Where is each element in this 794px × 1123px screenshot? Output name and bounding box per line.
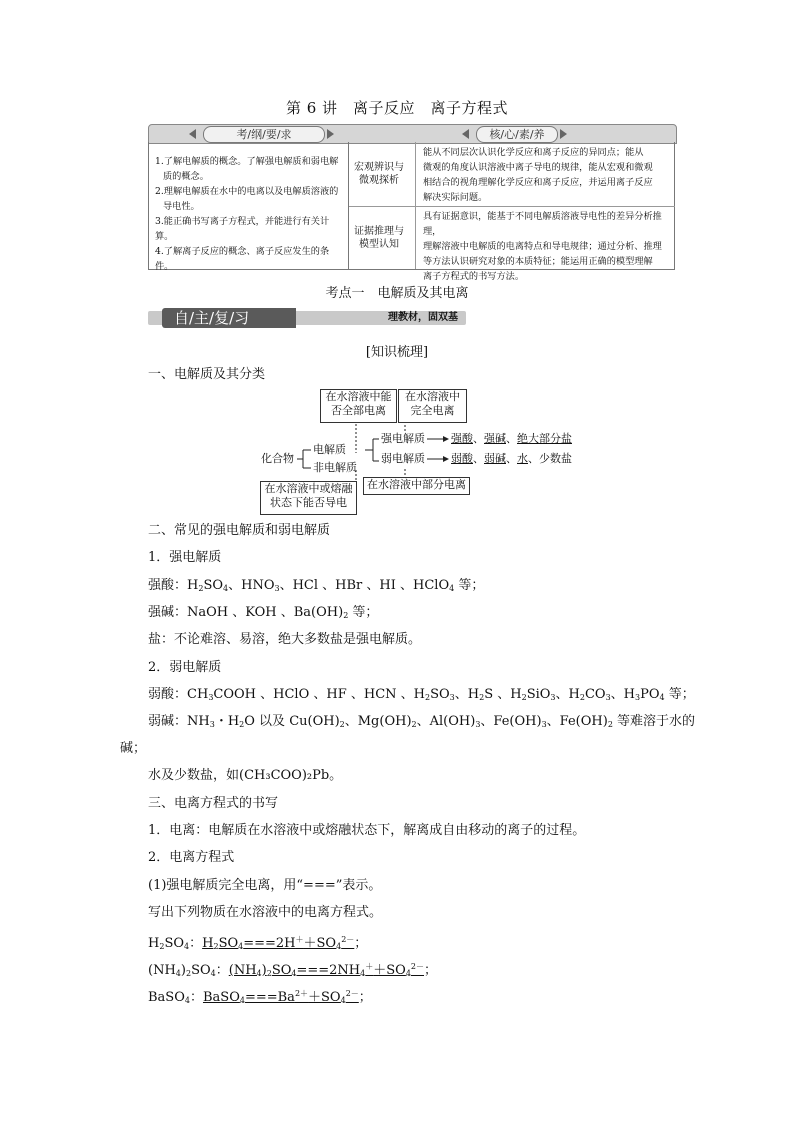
electrolyte-label: 电解质 bbox=[313, 443, 346, 456]
requirement-line: 3.能正确书写离子方程式，并能进行有关计算。 bbox=[155, 216, 330, 242]
literacy-description: 能从不同层次认识化学反应和离子反应的异同点；能从 微观的角度认识溶液中离子导电的规律，能从宏观和微观 相结合的视角理解化学反应和离子反应，并运用离子反应 解决实际问题。 bbox=[423, 147, 653, 203]
water-line: 水及少数盐，如(CH₃COO)₂Pb。 bbox=[148, 768, 343, 783]
section-bar-subtitle: 理教材，固双基 bbox=[388, 312, 458, 323]
tab-literacy: 核/心/素/养 bbox=[476, 126, 558, 143]
requirement-line: 2.理解电解质在水中的电离以及电解质溶液的 bbox=[155, 186, 339, 197]
ionization-definition: 1．电离：电解质在水溶液中或熔融状态下，解离成自由移动的离子的过程。 bbox=[148, 823, 586, 838]
weak-acids: 弱酸：$CH_3COOH$ 、HClO 、HF 、HCN 、$H_2SO_3$、$H_2S$ 、$H_2SiO_3$、$H_2CO_3$、$H_3PO_4$ 等； bbox=[148, 687, 695, 702]
divider bbox=[349, 206, 675, 207]
heading: 一、电解质及其分类 bbox=[148, 367, 266, 382]
strong-bases: 强碱：NaOH 、KOH 、$Ba(OH)_2$ 等； bbox=[148, 605, 379, 620]
weak-bases: 弱碱：$NH_3$・$H_2O$ 以及 $Cu(OH)_2$、$Mg(OH)_2$、$Al(OH)_3$、$Fe(OH)_3$、$Fe(OH)_2$ 等难溶于水的 bbox=[148, 714, 696, 729]
subheading: 1．强电解质 bbox=[148, 550, 222, 565]
box-conductivity: 在水溶液中或熔融 状态下能否导电 bbox=[260, 481, 357, 515]
heading: 二、常见的强电解质和弱电解质 bbox=[148, 523, 331, 538]
subheading: 2．电离方程式 bbox=[148, 850, 235, 865]
tab-requirements: 考/纲/要/求 bbox=[203, 126, 325, 143]
strong-acids: 强酸：$H_2SO_4$、$HNO_3$、HCl 、HBr 、HI 、HClO$_4$ 等； bbox=[148, 578, 485, 593]
arrow-left-icon bbox=[462, 129, 469, 139]
heading: 三、电离方程式的书写 bbox=[148, 796, 279, 811]
salt-line: 盐：不论难溶、易溶，绝大多数盐是强电解质。 bbox=[148, 632, 422, 647]
nonelectrolyte-label: 非电解质 bbox=[313, 461, 357, 474]
subsection-heading: [知识梳理] bbox=[365, 345, 429, 360]
literacy-label: 宏观辨识与 微观探析 bbox=[354, 162, 404, 186]
equation-h2so4: $H_2SO_4$：$H_2SO_4===2H^++SO_4^{2-}$； bbox=[148, 935, 368, 951]
weak-bases-tail: 碱； bbox=[120, 741, 147, 756]
write-task: 写出下列物质在水溶液中的电离方程式。 bbox=[148, 905, 383, 920]
arrow-right-icon bbox=[327, 129, 334, 139]
section-bar bbox=[148, 308, 466, 328]
requirement-line: 4.了解离子反应的概念、离子反应发生的条件。 bbox=[155, 246, 330, 272]
page-title: 第 6 讲 离子反应 离子方程式 bbox=[285, 99, 509, 117]
requirements-list bbox=[149, 142, 349, 272]
requirements-header-bar bbox=[148, 124, 677, 144]
requirement-line: 质的概念。 bbox=[163, 171, 209, 182]
weak-label: 弱电解质 bbox=[381, 452, 425, 465]
literacy-label: 证据推理与 模型认知 bbox=[354, 226, 404, 250]
strong-examples: 强酸、强碱、绝大部分盐 bbox=[451, 432, 572, 445]
weak-examples: 弱酸、弱碱、水、少数盐 bbox=[451, 452, 572, 465]
compound-label: 化合物 bbox=[261, 452, 294, 465]
box-partial-ionization: 在水溶液中部分电离 bbox=[363, 477, 470, 495]
requirements-table bbox=[148, 142, 675, 282]
literacy-description: 具有证据意识，能基于不同电解质溶液导电性的差异分析推理， 理解溶液中电解质的电离特点和导电规律；通过分析、推理 等方法认识研究对象的本质特征；能运用正确的模型理解 离子方程式的书写方法。 bbox=[423, 211, 662, 282]
equation-nh42so4: $(NH_4)_2SO_4$：$(NH_4)_2SO_4===2NH_4^++SO_4^{2-}$； bbox=[148, 962, 438, 978]
strong-label: 强电解质 bbox=[381, 432, 425, 445]
arrow-left-icon bbox=[189, 129, 196, 139]
subheading: 2．弱电解质 bbox=[148, 660, 222, 675]
section-bar-title: 自/主/复/习 bbox=[174, 309, 250, 327]
strong-complete-line: (1)强电解质完全电离，用“===”表示。 bbox=[148, 878, 382, 893]
box-complete-ionization: 在水溶液中 完全电离 bbox=[398, 389, 467, 423]
box-ionization-complete: 在水溶液中能 否全部电离 bbox=[320, 389, 397, 423]
arrow-right-icon bbox=[560, 129, 567, 139]
equation-baso4: BaSO$_4$：$BaSO_4===Ba^{2+}+SO_4^{2-}$； bbox=[148, 989, 372, 1005]
requirement-line: 导电性。 bbox=[163, 201, 200, 212]
requirement-line: 1.了解电解质的概念。了解强电解质和弱电解 bbox=[155, 156, 339, 167]
section-heading: 考点一 电解质及其电离 bbox=[325, 286, 469, 301]
